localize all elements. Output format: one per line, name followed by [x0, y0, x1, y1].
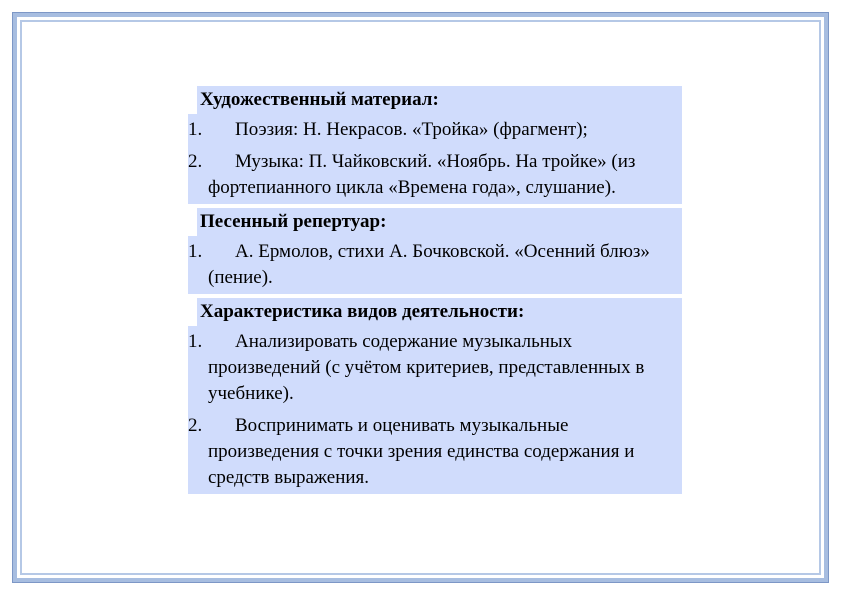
list-item-text: Воспринимать и оценивать музыкальные произведения с точки зрения единства содержания и средств выражения. — [208, 415, 635, 488]
section-heading-art-material: Художественный материал: — [197, 86, 682, 114]
list-item-text: А. Ермолов, стихи А. Бочковской. «Осенний блюз» (пение). — [208, 241, 650, 288]
list-item-number: 1. — [188, 241, 203, 262]
section-heading-activity-characteristics: Характеристика видов деятельности: — [197, 298, 682, 326]
list-item — [188, 149, 682, 201]
list-item-number: 1. — [188, 119, 203, 140]
list-item — [188, 117, 682, 143]
art-material-list — [188, 114, 682, 204]
song-repertoire-list — [188, 236, 682, 294]
section-heading-song-repertoire: Песенный репертуар: — [197, 208, 682, 236]
list-item-text: Поэзия: Н. Некрасов. «Тройка» (фрагмент); — [235, 119, 588, 140]
list-item-number: 2. — [188, 415, 203, 436]
list-item — [188, 413, 682, 491]
list-item — [188, 329, 682, 407]
activity-characteristics-list — [188, 326, 682, 494]
slide-content — [188, 86, 682, 494]
list-item-number: 1. — [188, 331, 203, 352]
list-item-text: Анализировать содержание музыкальных произведений (с учётом критериев, представленных в учебнике). — [208, 331, 645, 404]
list-item-number: 2. — [188, 151, 203, 172]
list-item-text: Музыка: П. Чайковский. «Ноябрь. На тройке» (из фортепианного цикла «Времена года», слушание). — [208, 151, 636, 198]
list-item — [188, 239, 682, 291]
